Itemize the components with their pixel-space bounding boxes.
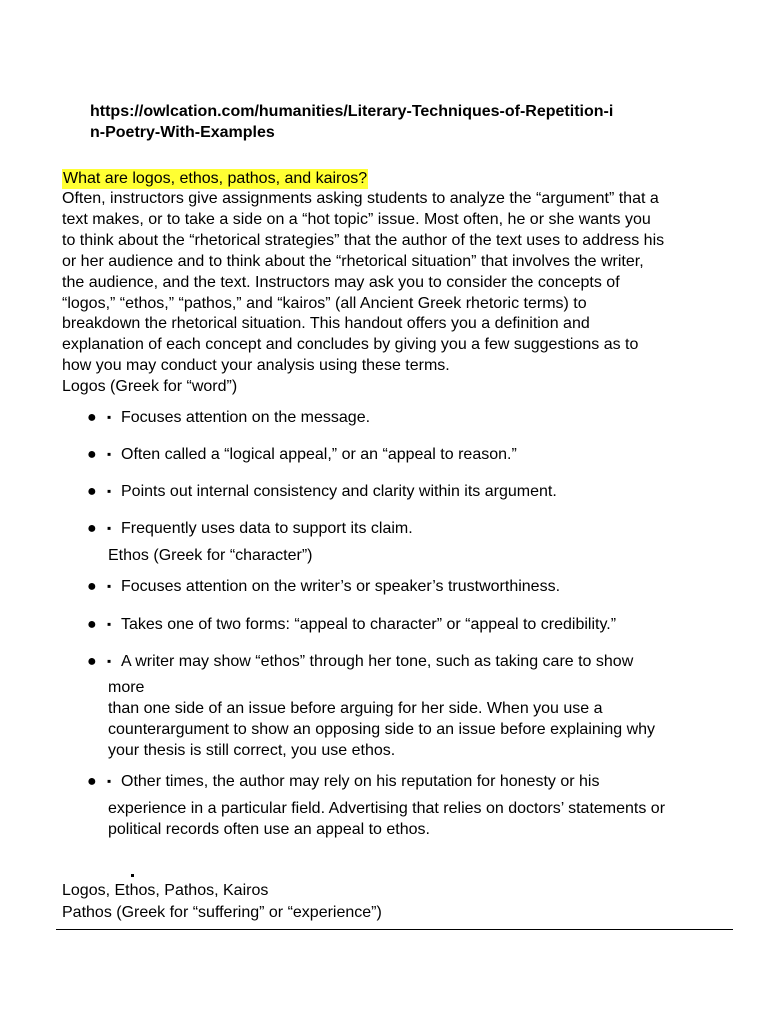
ethos-heading: Ethos (Greek for “character”) (108, 547, 313, 564)
list-item-text: Points out internal consistency and clarity within its argument. (121, 483, 557, 500)
intro-paragraph (62, 189, 742, 377)
intro-line: Often, instructors give assignments asking students to analyze the “argument” that a (62, 190, 659, 207)
highlighted-heading: What are logos, ethos, pathos, and kairos? (63, 170, 368, 187)
sub-bullet-icon: ▪ (107, 447, 112, 461)
section-heading-wrap (62, 169, 368, 189)
continuation-line: counterargument to show an opposing side to an issue before explaining why (108, 721, 656, 738)
source-url-line[interactable]: n-Poetry-With-Examples (90, 124, 275, 141)
logos-heading: Logos (Greek for “word”) (62, 378, 238, 395)
bullet-icon: ● (87, 520, 97, 537)
bullet-icon: ● (87, 653, 97, 670)
pathos-heading: Pathos (Greek for “suffering” or “experience”) (62, 904, 382, 921)
intro-line: the audience, and the text. Instructors may ask you to consider the concepts of (62, 273, 620, 291)
list-item-continuation (108, 798, 665, 840)
list-item-text: Focuses attention on the message. (121, 409, 371, 426)
continuation-line: experience in a particular field. Advertising that relies on doctors’ statements or (108, 800, 666, 817)
source-url[interactable] (90, 101, 680, 143)
sub-bullet-icon: ▪ (107, 521, 112, 535)
intro-line: or her audience and to think about the “rhetorical situation” that involves the writer, (62, 252, 644, 270)
sub-bullet-icon: ▪ (107, 654, 112, 668)
sub-bullet-icon: ▪ (107, 774, 112, 788)
sub-bullet-icon: ▪ (107, 579, 112, 593)
list-item-text: Other times, the author may rely on his reputation for honesty or his (121, 773, 600, 790)
list-item-text: Focuses attention on the writer’s or speaker’s trustworthiness. (121, 578, 561, 595)
continuation-line: more (108, 679, 145, 696)
continuation-line: political records often use an appeal to ethos. (108, 821, 430, 838)
source-url-line[interactable]: https://owlcation.com/humanities/Literary-Techniques-of-Repetition-i (90, 103, 614, 120)
intro-line: how you may conduct your analysis using these terms. (62, 357, 450, 375)
list-item-text: A writer may show “ethos” through her tone, such as taking care to show (121, 653, 634, 670)
list-item-text: Frequently uses data to support its claim. (121, 520, 413, 537)
continuation-line: than one side of an issue before arguing for her side. When you use a (108, 700, 603, 717)
sub-bullet-icon: ▪ (107, 484, 112, 498)
bullet-icon: ● (87, 409, 97, 426)
bullet-icon: ● (87, 483, 97, 500)
intro-line: breakdown the rhetorical situation. This handout offers you a definition and (62, 315, 590, 333)
footer-title: Logos, Ethos, Pathos, Kairos (62, 882, 269, 899)
horizontal-divider (56, 929, 733, 930)
intro-line: to think about the “rhetorical strategies” that the author of the text uses to address his (62, 231, 665, 249)
list-item-continuation (108, 677, 655, 761)
intro-line: “logos,” “ethos,” “pathos,” and “kairos” (all Ancient Greek rhetoric terms) to (62, 294, 587, 312)
bullet-icon: ● (87, 446, 97, 463)
list-item-text: Takes one of two forms: “appeal to character” or “appeal to credibility.” (121, 616, 617, 633)
sub-bullet-icon: ▪ (107, 617, 112, 631)
sub-bullet-icon: ▪ (107, 410, 112, 424)
list-item-text: Often called a “logical appeal,” or an “appeal to reason.” (121, 446, 517, 463)
bullet-icon: ● (87, 616, 97, 633)
intro-line: text makes, or to take a side on a “hot topic” issue. Most often, he or she wants you (62, 210, 651, 228)
intro-line: explanation of each concept and concludes by giving you a few suggestions as to (62, 336, 639, 354)
stray-mark (131, 874, 134, 877)
bullet-icon: ● (87, 578, 97, 595)
continuation-line: your thesis is still correct, you use ethos. (108, 742, 396, 759)
bullet-icon: ● (87, 773, 97, 790)
